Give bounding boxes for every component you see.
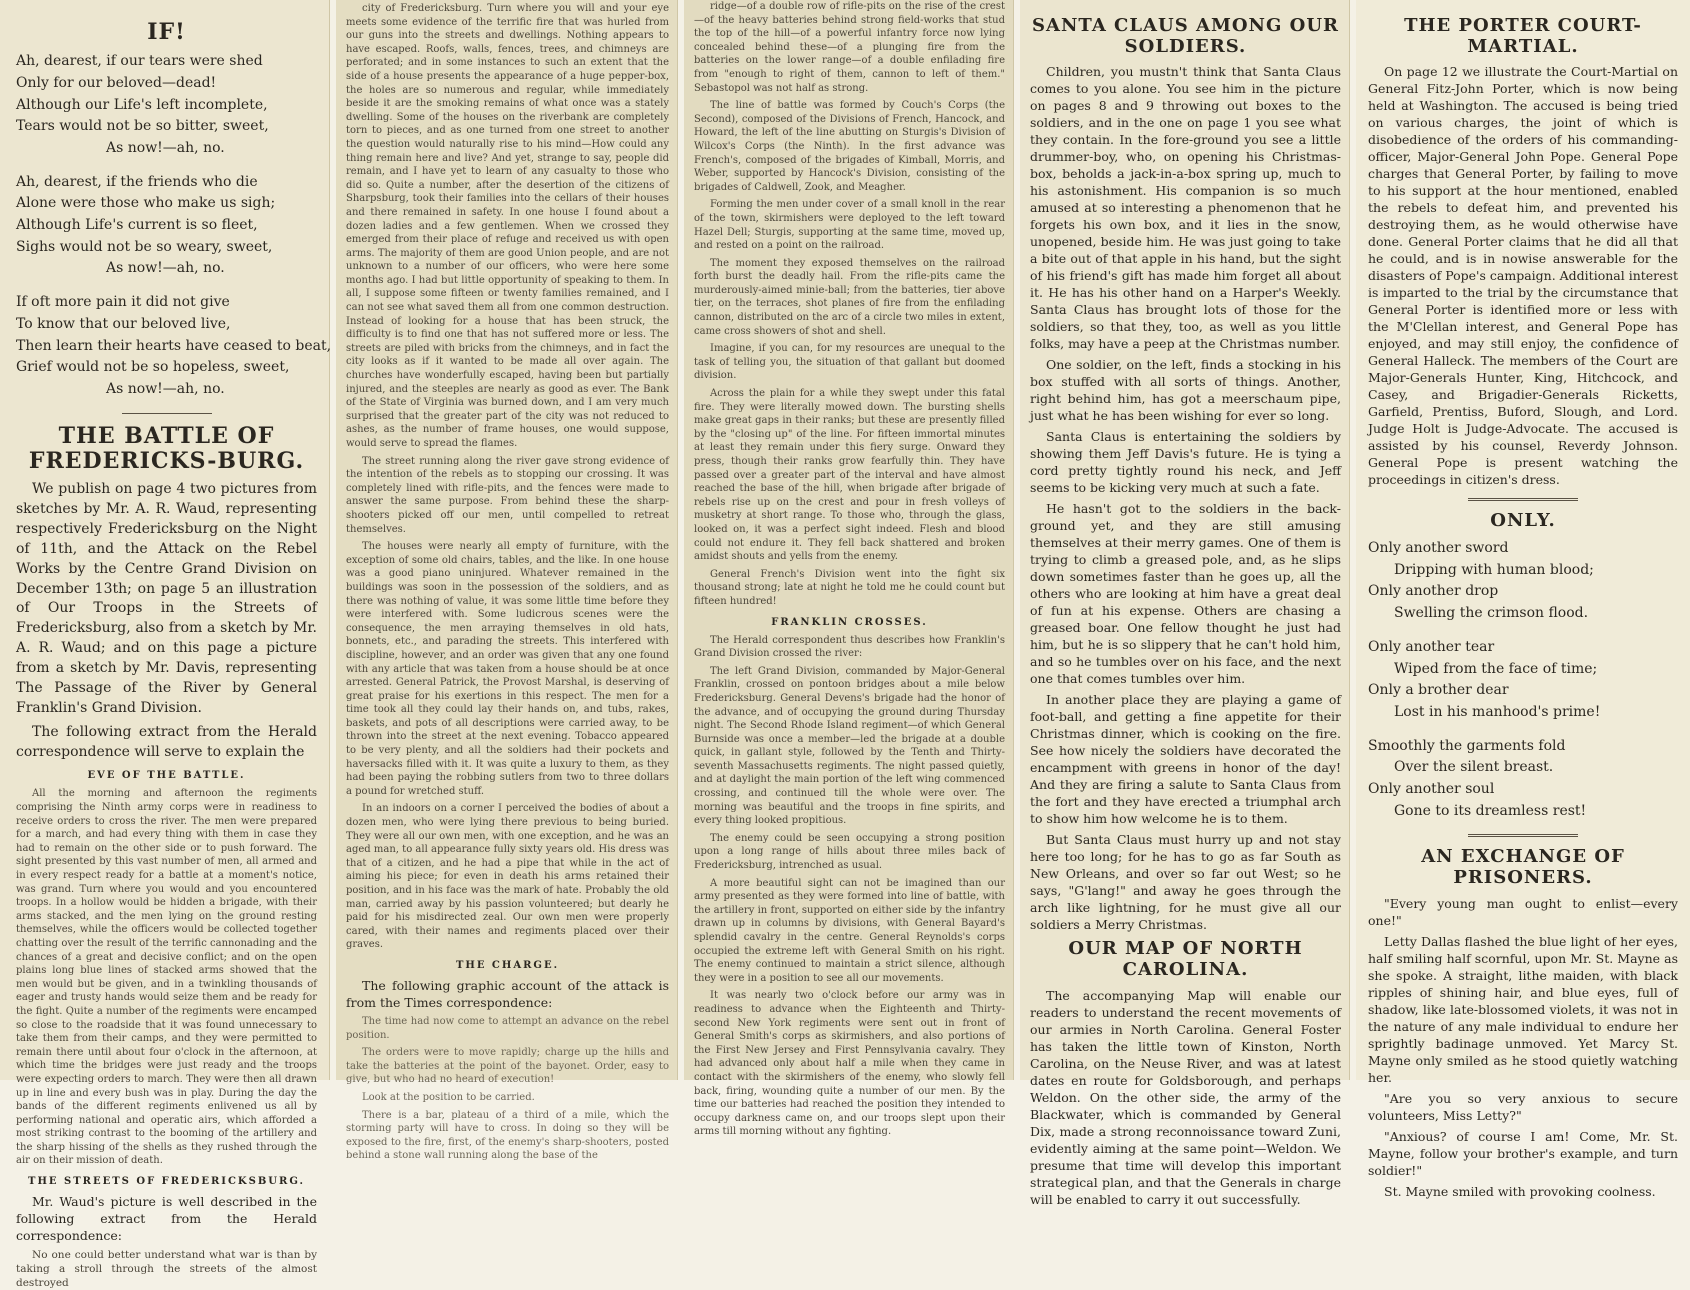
col2-text-3: The houses were nearly all empty of furniture, with the exception of some old chairs, tables, and the like. In one house was a good piano uninjured. Whatever remained in the buildings was soon in the possession of the soldiers, and as there was nothing of value, it was some little time before they were interfered with. Some ludicrous scenes were the consequence, the men arraying themselves in old hats, bonnets, etc., and parading the streets. This interfered with discipline, however, and an order was given that any one found with any article that was taken from a house should be at once arrested. General Patrick, the Provost Marshal, is deserving of great praise for his exertions in this respect. The men for a time took all they could lay their hands on, and tubs, rakes, baskets, and pots of all descriptions were carried away, to be thrown into the street at the next evening. Tobacco appeared to be very plenty, and all the soldiers had their pockets and haversacks filled with it. It was quite a luxury to them, as they had been paying the robbing sutlers from two to three dollars a pound for wretched stuff. xyxy=(346,541,669,797)
exchange-text-4: "Anxious? of course I am! Come, Mr. St. Mayne, follow your brother's example, and turn soldier!" xyxy=(1368,1128,1678,1178)
charge-text: The following graphic account of the attack is from the Times correspondence: xyxy=(346,977,669,1010)
battle-intro: We publish on page 4 two pictures from sketches by Mr. A. R. Waud, representing respectively Fredericksburg on the Night of 11th, and the Attack on the Rebel Works by the Centre Grand Division on December 13th; on page 5 an illustration of Our Troops in the Streets of Fredericksburg, also from a sketch by Mr. A. R. Waud; and on this page a picture from a sketch by Mr. Davis, representing The Passage of the River by General Franklin's Grand Division. xyxy=(16,481,317,716)
only-title: ONLY. xyxy=(1490,510,1556,532)
poem-line: Although Life's current is so fleet, xyxy=(16,217,258,234)
column-1 xyxy=(0,0,332,1290)
poem-line: Then learn their hearts have ceased to beat, xyxy=(16,337,332,354)
eve-subheading: EVE OF THE BATTLE. xyxy=(87,770,246,782)
poem-line: Ah, dearest, if the friends who die xyxy=(16,173,258,190)
franklin-text: The Herald correspondent thus describes how Franklin's Grand Division crossed the river: xyxy=(694,634,1005,660)
exchange-text: "Every young man ought to enlist—every one!" xyxy=(1368,895,1678,928)
santa-title: SANTA CLAUS AMONG OUR SOLDIERS. xyxy=(1032,15,1339,57)
poem-stanza xyxy=(16,292,332,400)
poem-stanza xyxy=(1368,736,1678,823)
poem-only xyxy=(1368,538,1678,822)
column-3 xyxy=(684,0,1014,1138)
col3-text-2: The line of battle was formed by Couch's Corps (the Second), composed of the Divisions of French, Hancock, and Howard, the left of the line abutting on Sturgis's Division of Wilcox's Corps (the Ninth). In the first advance was French's, composed of the brigades of Kimball, Morris, and Weber, supported by Hancock's Division, consisting of the brigades of Caldwell, Zook, and Meagher. xyxy=(694,100,1005,193)
poem-line: If oft more pain it did not give xyxy=(16,294,230,311)
santa-text-2: One soldier, on the left, finds a stocking in his box stuffed with all sorts of things. Another, right behind him, has got a meerschaum pipe, just what he has been wishing for ever so long. xyxy=(1030,357,1341,424)
charge-text-3: The orders were to move rapidly; charge up the hills and take the batteries at the point of the bayonet. Order, easy to give, but who had no heard of execution! xyxy=(346,1047,669,1086)
santa-text-3: Santa Claus is entertaining the soldiers by showing them Jeff Davis's future. He is tying a cord pretty tightly round his neck, and Jeff seems to be kicking very much at such a fate. xyxy=(1030,429,1341,496)
poem-line: Although our Life's left incomplete, xyxy=(16,96,268,113)
poem-line: Dripping with human blood; xyxy=(1394,561,1594,578)
poem-line: As now!—ah, no. xyxy=(106,140,225,157)
poem-line: Only another soul xyxy=(1368,780,1495,797)
exchange-text-2: Letty Dallas flashed the blue light of her eyes, half smiling half scornful, upon Mr. St. Mayne as she spoke. A straight, lithe maiden, with black ripples of shining hair, and blue eyes, full of shadow, like late-blossomed violets, it was not in the nature of any male individual to endure her sprightly badinage unmoved. Yet Marcy St. Mayne only smiled as he stood quietly watching her. xyxy=(1368,933,1678,1085)
franklin-text-2: The left Grand Division, commanded by Major-General Franklin, crossed on pontoon bridges about a mile below Fredericksburg. General Devens's brigade had the honor of the advance, and of occupying the ground during Thursday night. The Second Rhode Island regiment—of which General Burnside was once a member—led the brigade at a double quick, in gallant style, followed by the Tenth and Thirty-seventh Massachusetts regiments. The night passed quietly, and at daylight the main portion of the left wing commenced crossing, and continued till the whole were over. The morning was beautiful and the troops in fine spirits, and every thing looked propitious. xyxy=(694,665,1005,827)
poem-line: As now!—ah, no. xyxy=(106,380,225,397)
col3-text-4: The moment they exposed themselves on the railroad forth burst the deadly hail. From the rifle-pits came the murderously-aimed minie-ball; from the batteries, tier above tier, on the terraces, shot planes of fire from the enfilading cannon, distributed on the arc of a circle two miles in extent, came cross showers of shot and shell. xyxy=(694,257,1005,337)
poem-line: Tears would not be so bitter, sweet, xyxy=(16,118,269,135)
streets-text: Mr. Waud's picture is well described in the following extract from the Herald correspondence: xyxy=(16,1194,317,1244)
streets-subheading: THE STREETS OF FREDERICKSBURG. xyxy=(28,1176,305,1188)
poem-stanza xyxy=(1368,538,1678,625)
col3-text-3: Forming the men under cover of a small knoll in the rear of the town, skirmishers were deployed to the left toward Hazel Dell; Sturgis, supporting at the same time, moved up, and rested on a point on the railroad. xyxy=(694,199,1005,252)
poem-line: Gone to its dreamless rest! xyxy=(1394,802,1587,819)
franklin-text-5: It was nearly two o'clock before our army was in readiness to advance when the Eighteenth and Thirty-second New York regiments were sent out in front of General Smith's corps as skirmishers, and also portions of the First New Jersey and First Pennsylvania cavalry. They had advanced only about half a mile when they came in contact with the skirmishers of the enemy, who slowly fell back, firing, wounding quite a number of our men. By the time our batteries had reached the position they intended to occupy darkness came on, and our troops slept upon their arms till morning without any fighting. xyxy=(694,990,1005,1138)
poem-line: As now!—ah, no. xyxy=(106,260,225,277)
poem-line: Only for our beloved—dead! xyxy=(16,74,217,91)
col2-text-1: city of Fredericksburg. Turn where you will and your eye meets some evidence of the terrific fire that was hurled from our guns into the streets and dwellings. Nothing appears to have escaped. Roofs, walls, fences, trees, and chimneys are perforated; and in some instances to such an extent that the side of a house presents the appearance of a huge pepper-box, the holes are so numerous and regular, while immediately beside it are the smoking remains of what once was a stately dwelling. Some of the houses on the riverbank are completely torn to pieces, and as one turned from one street to another the question would naturally rise to his mind—How could any thing remain here and live? And yet, strange to say, people did remain, and I have yet to learn of any casualty to those who did so. Quite a number, after the desertion of the citizens of Sharpsburg, took their families into the cellars of their houses and there remained in safety. In one house I found about a dozen ladies and a few gentlemen. When we crossed they emerged from their place of refuge and received us with open arms. The majority of them are good Union people, and are not unknown to a number of our officers, who were here some months ago. I had but little opportunity of speaking to them. In all, I suppose some fifteen or twenty families remained, and I can not see what saved them all from one common destruction. Instead of looking for a house that has been struck, the difficulty is to find one that has not suffered more or less. The streets are piled with bricks from the chimneys, and in fact the city looks as if it wanted to be made all over again. The churches have wonderfully escaped, having been but partially injured, and the steeples are nearly as good as ever. The Bank of the State of Virginia was burned down, and I am very much surprised that the greater part of the city was not reduced to ashes, as the number of frame houses, one would suppose, would serve to spread the flames. xyxy=(346,3,669,449)
poem-stanza xyxy=(1368,637,1678,724)
charge-text-2: The time had now come to attempt an advance on the rebel position. xyxy=(346,1015,669,1041)
poem-if-title: IF! xyxy=(147,19,186,45)
col3-text-6: Across the plain for a while they swept under this fatal fire. They were literally mowed down. The bursting shells make great gaps in their ranks; but these are presently filled by the "closing up" of the line. For fifteen immortal minutes at least they remain under this fiery surge. Onward they press, though their ranks grow fearfully thin. They have passed over a greater part of the interval and have almost reached the base of the hill, when brigade after brigade of rebels rise up on the crest and pour in fresh volleys of musketry at short range. To those who, through the glass, looked on, it was a perfect sight indeed. Flesh and blood could not endure it. They fell back shattered and broken amidst shouts and yells from the enemy. xyxy=(694,388,1005,563)
column-5 xyxy=(1356,0,1690,1199)
divider xyxy=(122,413,212,414)
eve-text: All the morning and afternoon the regiments comprising the Ninth army corps were in readiness to receive orders to cross the river. The men were prepared for a march, and had every thing with them in case they had to remain on the other side or to push forward. The sight presented by this vast number of men, all armed and in every respect ready for a battle at a moment's notice, was grand. Turn where you would and you encountered troops. In a hollow would be hidden a brigade, with their arms stacked, and the men lying on the ground resting themselves, while the officers would be collected together chatting over the result of the terrific cannonading and the chances of a great and decisive conflict; and on the open plains long blue lines of stacked arms showed that the men would but be given, and in a twinkling thousands of eager and trusty hands would seize them and be ready for the fight. Quite a number of the regiments were encamped so close to the roadside that it was found unnecessary to take them from their camps, and they were permitted to remain there until about four o'clock in the afternoon, at which time the bridges were just ready and the troops were expecting orders to march. They were then all drawn up in line and every bush was in play. During the day the bands of the different regiments enlivened us all by performing national and operatic airs, which afforded a most striking contrast to the booming of the artillery and the sharp hissing of the shells as they rushed through the air on their mission of death. xyxy=(16,788,317,1167)
charge-subheading: THE CHARGE. xyxy=(455,959,560,971)
santa-text-4: He hasn't got to the soldiers in the back-ground yet, and they are still amusing themselves at their merry games. One of them is trying to climb a greased pole, and, as he slips down sometimes faster than he goes up, all the others who are looking at him have a great deal of fun at his expense. Others are chasing a greased boar. One fellow thought he just had him, but he is so slippery that he can't hold him, and so he tumbles over on his face, and the next one that comes tumbles over him. xyxy=(1030,501,1341,687)
poem-if xyxy=(16,51,332,400)
poem-line: Alone were those who make us sigh; xyxy=(16,195,276,212)
column-2 xyxy=(336,0,678,1162)
col2-text-2: The street running along the river gave strong evidence of the intention of the rebels as to stopping our crossing. It was completely lined with rifle-pits, and the fences were made to answer the same purpose. From behind these the sharp-shooters picked off our men, until compelled to retreat themselves. xyxy=(346,455,669,535)
poem-line: Lost in his manhood's prime! xyxy=(1394,703,1601,720)
battle-title: THE BATTLE OF FREDERICKS-BURG. xyxy=(28,422,305,474)
poem-line: To know that our beloved live, xyxy=(16,315,231,332)
col2-text-4: In an indoors on a corner I perceived the bodies of about a dozen men, who were lying there previous to being buried. They were all our own men, with one exception, and he was an aged man, to all appearance fully sixty years old. His dress was that of a citizen, and he had a pipe that while in the act of aiming his piece; for even in death his arms retained their position, and in his face was the mark of hate. Probably the old man, carried away by his passion volunteered; but dearly he paid for his misdirected zeal. Our own men were properly cared, with their names and regiments placed over their graves. xyxy=(346,803,669,951)
poem-line: Only another tear xyxy=(1368,638,1495,655)
poem-line: Only another sword xyxy=(1368,540,1509,557)
santa-text-6: But Santa Claus must hurry up and not stay here too long; for he has to go as far South as New Orleans, and over so far out West; so he says, "G'lang!" and away he goes through the arch like lightning, for he must give all our soldiers a Merry Christmas. xyxy=(1030,832,1341,933)
porter-text: On page 12 we illustrate the Court-Martial on General Fitz-John Porter, which is now being held at Washington. The accused is being tried on various charges, the joint of which is disobedience of the orders of his commanding-officer, Major-General John Pope. General Pope charges that General Porter, by failing to move to his support at the hour mentioned, enabled the rebels to defeat him, and prevented his destroying them, as he would otherwise have done. General Porter claims that he did all that he could, and is in nowise answerable for the disasters of Pope's campaign. Additional interest is imparted to the trial by the circumstance that General Porter is identified more or less with the M'Clellan interest, and General Pope has enjoyed, and may still enjoy, the confidence of General Halleck. The members of the Court are Major-Generals Hunter, King, Hitchcock, and Casey, and Brigadier-Generals Ricketts, Garfield, Prentiss, Buford, Slough, and Lord. Judge Holt is Judge-Advocate. The accused is assisted by his counsel, Reverdy Johnson. General Pope is present watching the proceedings in citizen's dress. xyxy=(1368,64,1678,488)
poem-line: Only a brother dear xyxy=(1368,682,1509,699)
poem-line: Swelling the crimson flood. xyxy=(1394,605,1589,622)
poem-line: Sighs would not be so weary, sweet, xyxy=(16,238,273,255)
charge-text-5: There is a bar, plateau of a third of a mile, which the storming party will have to cross. In doing so they will be exposed to the fire, first, of the enemy's sharp-shooters, posted behind a stone wall running along the base of the xyxy=(346,1109,669,1162)
poem-line: Ah, dearest, if our tears were shed xyxy=(16,53,263,70)
poem-line: Over the silent breast. xyxy=(1394,759,1554,776)
streets-text-2: No one could better understand what war is than by taking a stroll through the streets of the almost destroyed xyxy=(16,1249,317,1290)
poem-line: Only another drop xyxy=(1368,583,1499,600)
col3-text-1: ridge—of a double row of rifle-pits on the rise of the crest—of the heavy batteries behind strong field-works that stud the top of the hill—of a powerful infantry force now lying concealed behind these—of a plunging fire from the batteries on the lower range—of a double enfilading fire from "enough to right of them, cannon to left of them." Sebastopol was not half as strong. xyxy=(694,1,1005,94)
poem-stanza xyxy=(16,172,317,280)
poem-line: Wiped from the face of time; xyxy=(1394,660,1598,677)
poem-line: Grief would not be so hopeless, sweet, xyxy=(16,359,290,376)
col3-text-5: Imagine, if you can, for my resources are unequal to the task of telling you, the situation of that gallant but doomed division. xyxy=(694,343,1005,382)
santa-text: Children, you mustn't think that Santa Claus comes to you alone. You see him in the picture on pages 8 and 9 throwing out boxes to the soldiers, and in the one on page 1 you see what they contain. In the fore-ground you see a little drummer-boy, who, on opening his Christmas-box, beholds a jack-in-a-box spring up, much to his astonishment. His companion is so much amused at so interesting a phenomenon that he forgets his own box, and it lies in the snow, unopened, beside him. He was just going to take a bite out of that apple in his hand, but the sight of his friend's gift has made him forget all about it. He has his other hand on a Harper's Weekly. Santa Claus has brought lots of those for the soldiers, so that they, too, as well as you little folks, may have a peep at the Christmas number. xyxy=(1030,64,1341,352)
map-title: OUR MAP OF NORTH CAROLINA. xyxy=(1068,938,1303,981)
divider xyxy=(1468,834,1578,837)
exchange-text-3: "Are you so very anxious to secure volunteers, Miss Letty?" xyxy=(1368,1090,1678,1123)
porter-title: THE PORTER COURT-MARTIAL. xyxy=(1404,15,1642,57)
franklin-subheading: FRANKLIN CROSSES. xyxy=(771,616,928,628)
divider xyxy=(1468,498,1578,501)
santa-text-5: In another place they are playing a game of foot-ball, and getting a fine appetite for their Christmas dinner, which is cooking on the fire. See how nicely the soldiers have decorated the encampment with greens in honor of the day! And they are firing a salute to Santa Claus from the fort and they have erected a triumphal arch to show him how welcome he is to them. xyxy=(1030,692,1341,827)
franklin-text-4: A more beautiful sight can not be imagined than our army presented as they were formed into line of battle, with the artillery in front, supported on either side by the infantry drawn up in columns by divisions, with General Bayard's splendid cavalry in the centre. General Reynolds's corps occupied the extreme left with General Smith on his right. The enemy continued to maintain a strict silence, although they were in a position to see all our movements. xyxy=(694,877,1005,984)
column-4 xyxy=(1020,0,1350,1207)
poem-line: Smoothly the garments fold xyxy=(1368,737,1566,754)
charge-text-4: Look at the position to be carried. xyxy=(362,1091,535,1103)
exchange-text-5: St. Mayne smiled with provoking coolness. xyxy=(1384,1183,1656,1199)
col3-text-7: General French's Division went into the fight six thousand strong; late at night he told me he could count but fifteen hundred! xyxy=(694,568,1005,607)
franklin-text-3: The enemy could be seen occupying a strong position upon a long range of hills about three miles back of Fredericksburg, intrenched as usual. xyxy=(694,832,1005,872)
battle-intro-2: The following extract from the Herald correspondence will serve to explain the xyxy=(16,723,317,760)
map-text: The accompanying Map will enable our readers to understand the recent movements of our armies in North Carolina. General Foster has taken the little town of Kinston, North Carolina, on the Neuse River, and was at latest dates en route for Goldsborough, and perhaps Weldon. On the other side, the army of the Blackwater, which is commanded by General Dix, made a strong reconnoissance toward Zuni, evidently aiming at the same point—Weldon. We presume that time will develop this important strategical plan, and that the Generals in charge will be enabled to carry it out successfully. xyxy=(1030,987,1341,1207)
poem-stanza xyxy=(16,51,317,159)
exchange-title: AN EXCHANGE OF PRISONERS. xyxy=(1421,846,1625,888)
